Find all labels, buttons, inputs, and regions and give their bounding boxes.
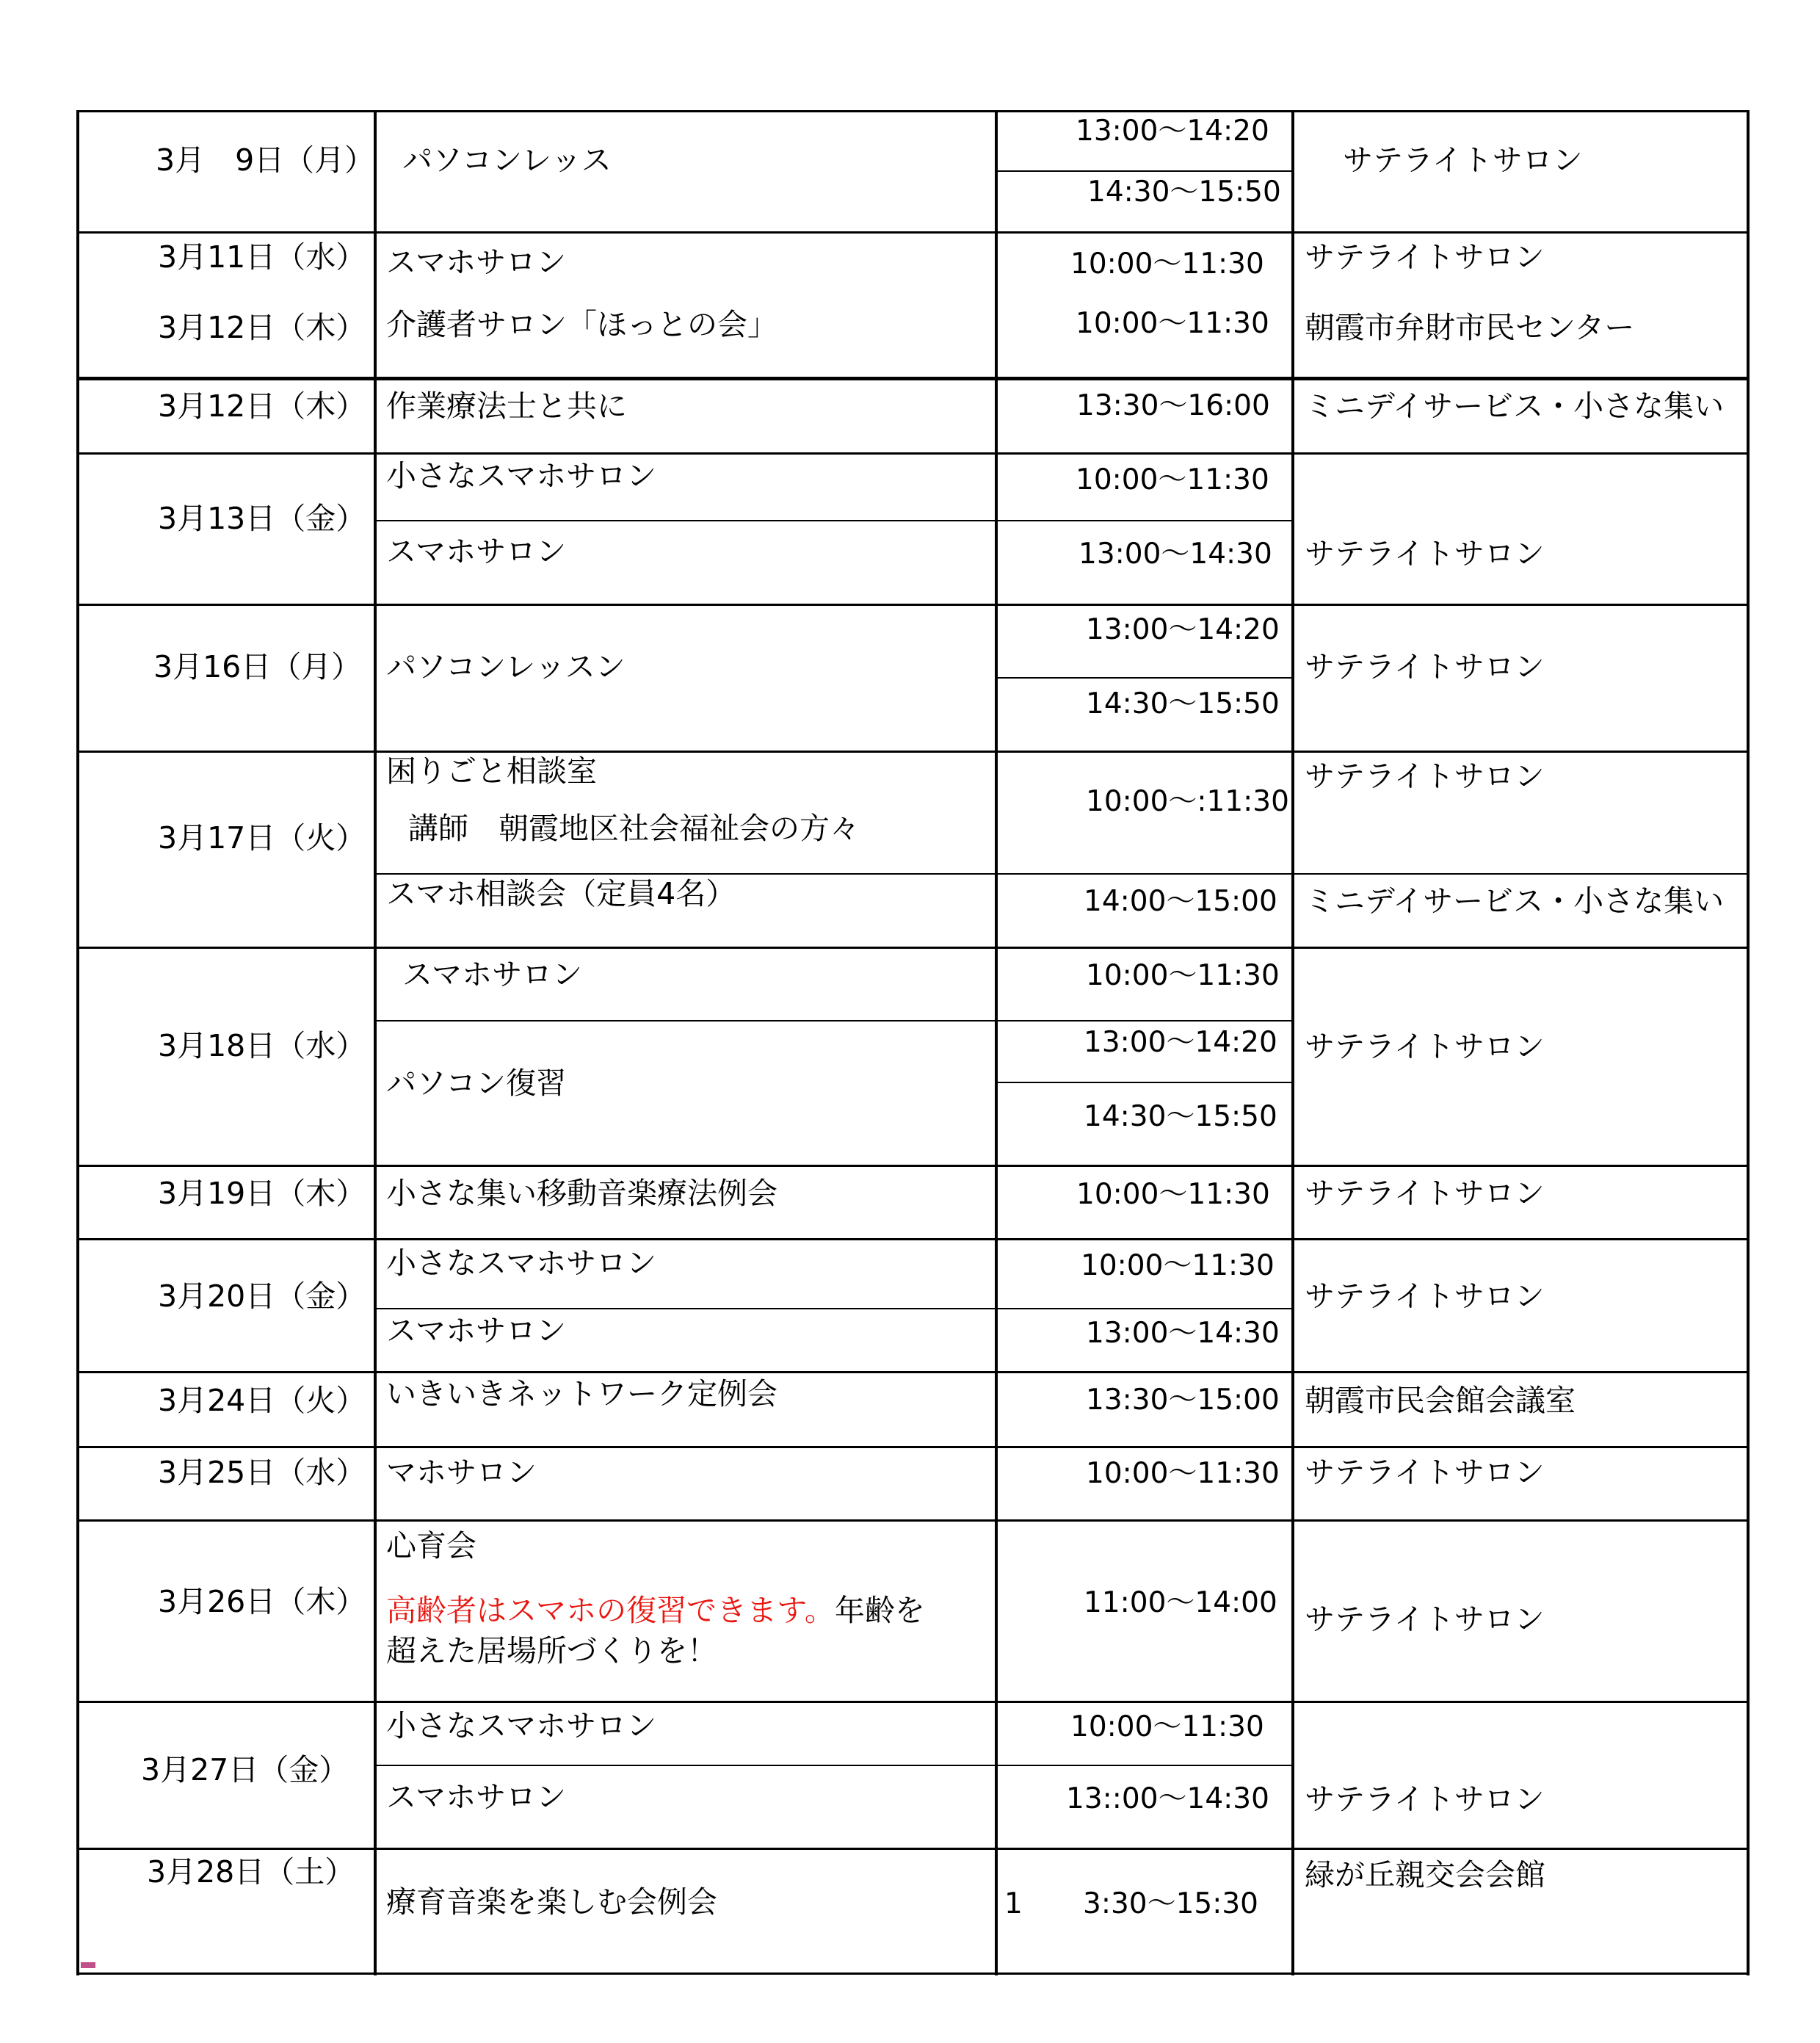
event-cell: 介護者サロン「ほっとの会」 — [386, 307, 777, 342]
time-cell: 13:00〜14:30 — [1086, 1317, 1280, 1350]
time-cell: 13:30〜15:00 — [1086, 1384, 1280, 1417]
time-cell: 13:00〜14:30 — [1078, 538, 1272, 571]
time-cell: 10:00〜11:30 — [1076, 1178, 1270, 1211]
place-cell: 朝霞市弁財市民センター — [1305, 310, 1635, 345]
time-cell: 10:00〜11:30 — [1081, 1249, 1275, 1282]
event-cell: 小さなスマホサロン — [386, 1245, 657, 1281]
column-divider-1 — [374, 110, 377, 1975]
place-cell: サテライトサロン — [1305, 649, 1545, 684]
row-divider — [76, 1238, 1750, 1240]
date-cell: 3月24日（火） — [158, 1383, 366, 1418]
time-cell: 10:00〜:11:30 — [1086, 785, 1289, 818]
table-border-left — [76, 110, 79, 1975]
date-cell: 3月 9日（月） — [156, 142, 375, 178]
time-subdivider — [996, 1082, 1293, 1083]
event-cell: 小さな集い移動音楽療法例会 — [386, 1176, 777, 1211]
row-divider — [76, 1701, 1750, 1703]
time-cell: 11:00〜14:00 — [1084, 1586, 1277, 1619]
event-note-text: 年齢を — [834, 1593, 925, 1628]
event-cell: 小さなスマホサロン — [386, 1708, 657, 1743]
event-subdivider — [375, 1765, 1293, 1766]
time-prefix: 1 — [1004, 1887, 1023, 1920]
event-cell: 小さなスマホサロン — [386, 458, 657, 493]
date-cell: 3月25日（水） — [158, 1455, 366, 1490]
place-cell: サテライトサロン — [1343, 142, 1583, 178]
row-divider — [76, 377, 1750, 380]
event-subdivider — [375, 520, 1293, 521]
place-cell: サテライトサロン — [1305, 1455, 1545, 1490]
date-cell: 3月18日（水） — [158, 1028, 366, 1063]
date-cell: 3月13日（金） — [158, 501, 366, 536]
time-cell: 14:30〜15:50 — [1084, 1100, 1277, 1133]
event-cell: パソコンレッスン — [386, 649, 626, 684]
table-border-right — [1747, 110, 1750, 1975]
date-cell: 3月26日（木） — [158, 1584, 366, 1619]
time-cell: 13:00〜14:20 — [1086, 613, 1280, 646]
event-cell: 心育会 — [386, 1528, 476, 1563]
time-cell: 13:30〜16:00 — [1076, 389, 1270, 422]
row-divider — [76, 751, 1750, 753]
event-cell: スマホサロン — [402, 957, 583, 992]
event-note — [386, 1593, 925, 1628]
event-cell-subtext: 講師 朝霞地区社会福祉会の方々 — [408, 811, 860, 846]
row-divider — [76, 947, 1750, 949]
date-cell: 3月20日（金） — [158, 1279, 366, 1314]
place-cell: 朝霞市民会館会議室 — [1305, 1383, 1576, 1418]
corner-mark — [81, 1962, 95, 1968]
time-cell: 10:00〜11:30 — [1076, 307, 1269, 340]
event-note-highlight: 高齢者はスマホの復習できます。 — [386, 1593, 835, 1628]
event-cell: スマホ相談会（定員4名） — [386, 876, 736, 911]
row-divider — [76, 1446, 1750, 1448]
event-subdivider — [375, 873, 1748, 875]
event-subdivider — [375, 1020, 1293, 1022]
event-cell: パソコン復習 — [386, 1066, 567, 1101]
time-cell: 10:00〜11:30 — [1070, 247, 1264, 281]
time-cell: 14:00〜15:00 — [1084, 885, 1277, 918]
time-cell: 13:00〜14:20 — [1076, 115, 1269, 148]
date-cell: 3月11日（水） — [158, 239, 366, 275]
place-cell: サテライトサロン — [1305, 1029, 1545, 1064]
event-cell: スマホサロン — [386, 1313, 567, 1348]
date-cell: 3月19日（木） — [158, 1176, 366, 1211]
event-note-line2: 超えた居場所づくりを！ — [386, 1633, 717, 1668]
event-cell: 療育音楽を楽しむ会例会 — [386, 1884, 717, 1920]
event-cell: スマホサロン — [386, 245, 567, 280]
time-cell: 10:00〜11:30 — [1086, 1457, 1280, 1490]
event-cell: マホサロン — [386, 1455, 537, 1490]
place-cell: サテライトサロン — [1305, 1602, 1545, 1637]
row-divider — [76, 1519, 1750, 1522]
event-cell: いきいきネットワーク定例会 — [386, 1376, 777, 1411]
row-divider — [76, 1371, 1750, 1373]
time-cell: 13:00〜14:20 — [1084, 1026, 1277, 1059]
date-cell: 3月12日（木） — [158, 310, 366, 345]
event-cell: 作業療法士と共に — [386, 388, 627, 424]
row-divider — [76, 231, 1750, 234]
time-cell: 13::00〜14:30 — [1066, 1782, 1269, 1815]
time-cell: 14:30〜15:50 — [1087, 176, 1281, 209]
place-cell: サテライトサロン — [1305, 1279, 1545, 1314]
event-cell: スマホサロン — [386, 1779, 567, 1815]
place-cell: サテライトサロン — [1305, 239, 1545, 275]
row-divider — [76, 1165, 1750, 1167]
time-cell: 3:30〜15:30 — [1083, 1887, 1258, 1920]
date-cell: 3月27日（金） — [141, 1752, 349, 1787]
time-subdivider — [996, 677, 1293, 679]
date-cell: 3月17日（火） — [158, 820, 366, 856]
event-subdivider — [375, 1308, 1293, 1309]
date-cell: 3月28日（土） — [147, 1854, 355, 1890]
time-cell: 10:00〜11:30 — [1086, 959, 1280, 992]
row-divider — [76, 452, 1750, 455]
table-border-bottom — [76, 1973, 1750, 1975]
date-cell: 3月16日（月） — [153, 649, 362, 684]
table-border-top — [76, 110, 1750, 112]
row-divider — [76, 604, 1750, 606]
event-cell: スマホサロン — [386, 534, 567, 569]
place-cell: サテライトサロン — [1305, 536, 1545, 571]
place-cell: 緑が丘親交会会館 — [1305, 1857, 1545, 1892]
time-subdivider — [996, 170, 1293, 172]
place-cell: サテライトサロン — [1305, 759, 1545, 794]
place-cell: ミニデイサービス・小さな集い — [1305, 883, 1725, 919]
event-cell: パソコンレッス — [402, 142, 612, 178]
place-cell: サテライトサロン — [1305, 1176, 1545, 1211]
place-cell: サテライトサロン — [1305, 1782, 1545, 1817]
time-cell: 10:00〜11:30 — [1076, 463, 1269, 496]
row-divider — [76, 1848, 1750, 1850]
place-cell: ミニデイサービス・小さな集い — [1305, 388, 1725, 424]
column-divider-3 — [1291, 110, 1294, 1975]
time-cell: 10:00〜11:30 — [1070, 1710, 1264, 1743]
column-divider-2 — [995, 110, 998, 1975]
time-cell: 14:30〜15:50 — [1086, 687, 1280, 720]
date-cell: 3月12日（木） — [158, 388, 366, 424]
event-cell: 困りごと相談室 — [386, 753, 597, 789]
